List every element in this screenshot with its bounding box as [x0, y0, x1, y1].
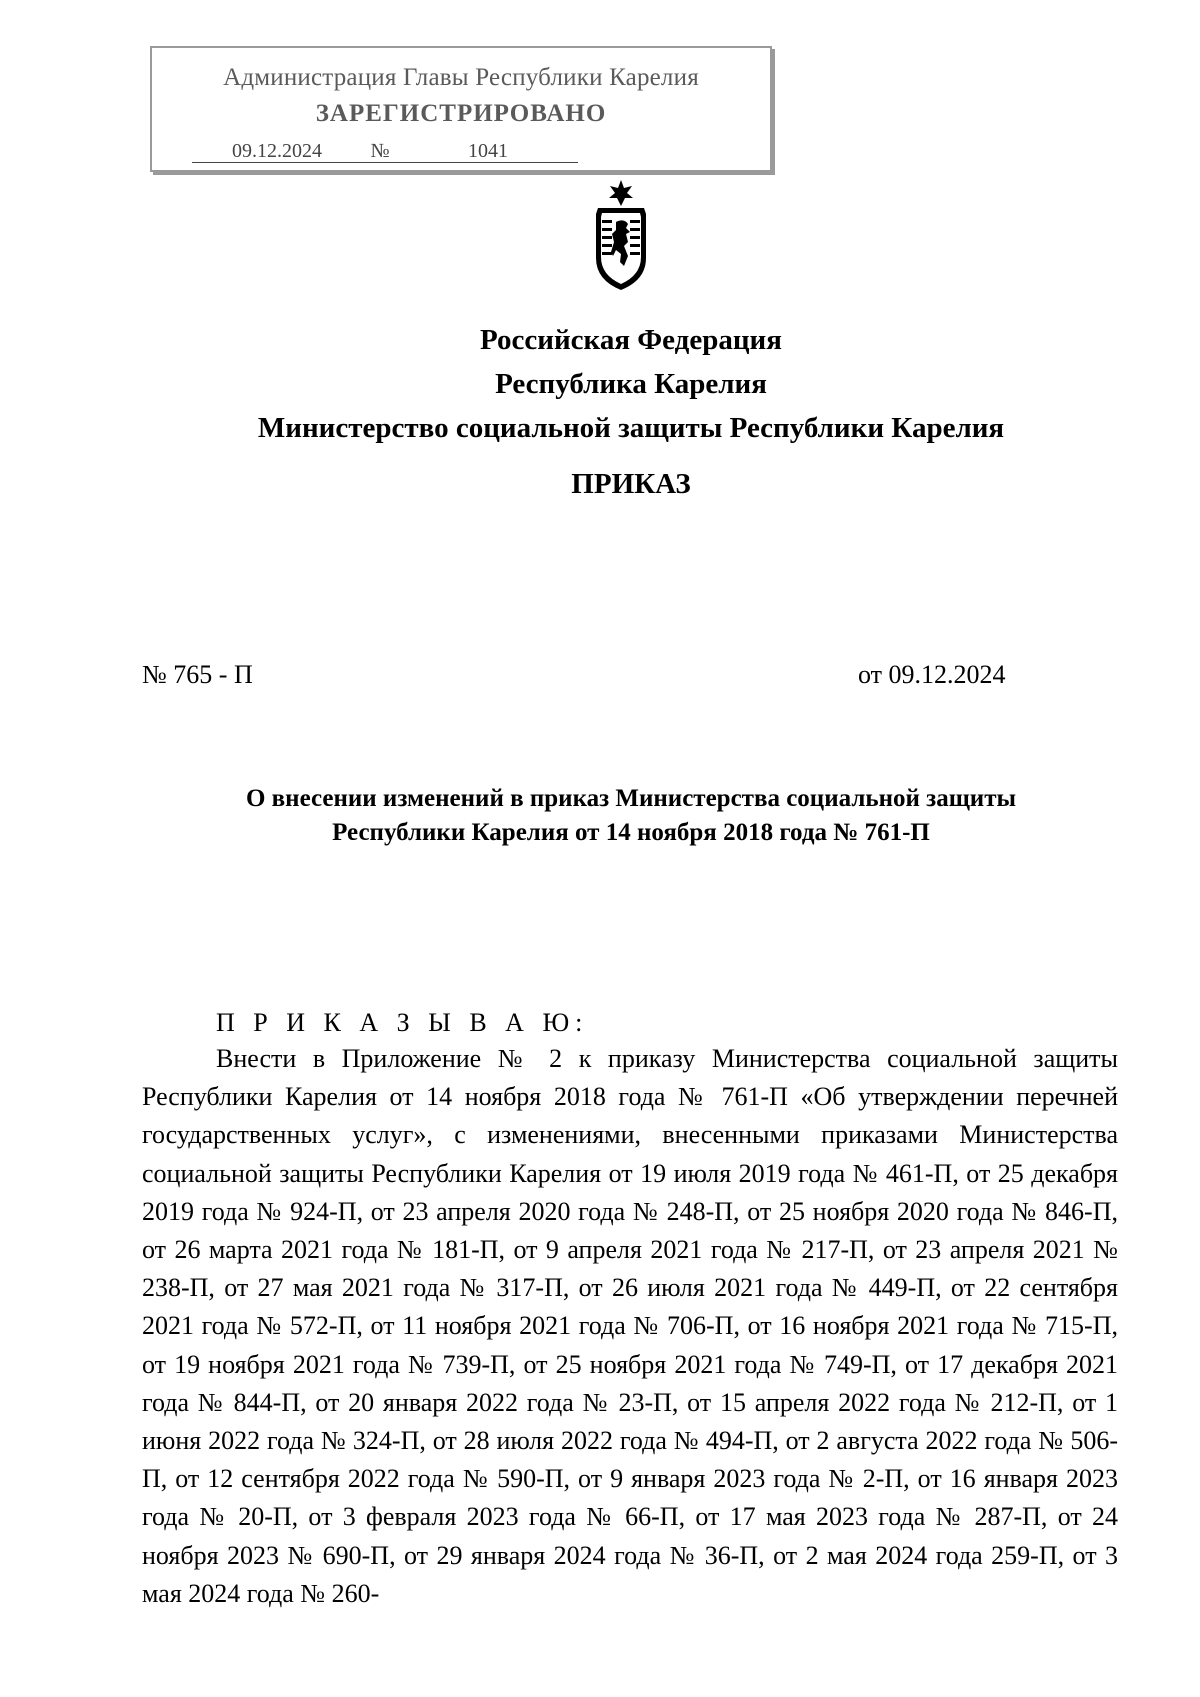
order-number: № 765 - П [142, 660, 253, 689]
karelia-coat-of-arms-icon [586, 180, 656, 292]
document-type: ПРИКАЗ [571, 468, 691, 500]
order-date: от 09.12.2024 [858, 660, 1006, 689]
stamp-reg-no: 1041 [398, 140, 578, 163]
stamp-reg-no-label: № [362, 140, 398, 163]
decree-word: П Р И К А З Ы В А Ю: [216, 1008, 589, 1037]
document-subject [0, 782, 1200, 850]
stamp-registered-label: ЗАРЕГИСТРИРОВАНО [315, 100, 607, 127]
header-republic: Республика Карелия [495, 368, 767, 400]
stamp-reg-date: 09.12.2024 [192, 140, 362, 163]
body-paragraph: Внести в Приложение № 2 к приказу Министерства социальной защиты Республики Карелия от 14 ноября 2018 года № 761-П «Об утверждении перечней государственных услуг», с изменениями, внесенными приказами Министерства социальной защиты Республики Карелия от 19 июля 2019 года № 461-П, от 25 декабря 2019 года № 924-П, от 23 апреля 2020 года № 248-П, от 25 ноября 2020 года № 846-П, от 26 марта 2021 года № 181-П, от 9 апреля 2021 года № 217-П, от 23 апреля 2021 № 238-П, от 27 мая 2021 года № 317-П, от 26 июля 2021 года № 449-П, от 22 сентября 2021 года № 572-П, от 11 ноября 2021 года № 706-П, от 16 ноября 2021 года № 715-П, от 19 ноября 2021 года № 739-П, от 25 ноября 2021 года № 749-П, от 17 декабря 2021 года № 844-П, от 20 января 2022 года № 23-П, от 15 апреля 2022 года № 212-П, от 1 июня 2022 года № 324-П, от 28 июля 2022 года № 494-П, от 2 августа 2022 года № 506-П, от 12 сентября 2022 года № 590-П, от 9 января 2023 года № 2-П, от 16 января 2023 года № 20-П, от 3 февраля 2023 года № 66-П, от 17 мая 2023 года № 287-П, от 24 ноября 2023 № 690-П, от 29 января 2024 года № 36-П, от 2 мая 2024 года 259-П, от 3 мая 2024 года № 260- [142, 1044, 1118, 1608]
stamp-authority: Администрация Главы Республики Карелия [223, 64, 699, 91]
subject-line-2: Республики Карелия от 14 ноября 2018 года № 761-П [332, 819, 930, 846]
registration-stamp [150, 46, 772, 172]
subject-line-1: О внесении изменений в приказ Министерства социальной защиты [245, 785, 1017, 812]
stamp-registration-line [192, 140, 578, 163]
header-ministry: Министерство социальной защиты Республики Карелия [257, 412, 1005, 444]
header-country: Российская Федерация [480, 324, 782, 356]
